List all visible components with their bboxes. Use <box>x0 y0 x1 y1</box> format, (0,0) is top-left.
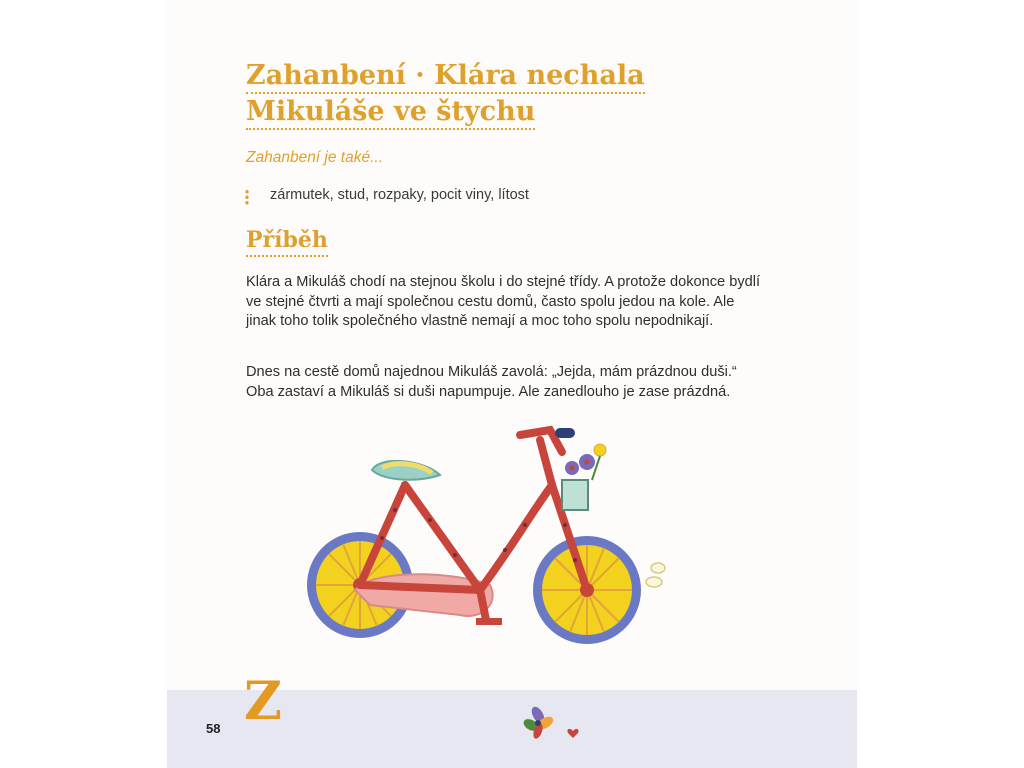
bicycle-illustration <box>300 420 680 650</box>
synonyms-list: zármutek, stud, rozpaky, pocit viny, lítost <box>270 187 529 203</box>
page-title <box>246 58 666 130</box>
story-paragraph-2: Dnes na cestě domů najednou Mikuláš zavolá: „Jejda, mám prázdnou duši.“ Oba zastaví a Mikuláš si duši napumpuje. Ale zanedlouho je zase prázdná. <box>246 364 737 400</box>
story-paragraph-1: Klára a Mikuláš chodí na stejnou školu i do stejné třídy. A protože dokonce bydlí ve stejné čtvrti a mají společnou cestu domů, často spolu jedou na kole. Ale jinak toho tolik společného vlastně nemají a moc toho spolu nepodnikají. <box>246 274 761 330</box>
flower-heart-decoration-icon <box>518 703 588 743</box>
page-number: 58 <box>206 721 221 736</box>
dotted-marker-icon <box>245 189 249 205</box>
flower-icon <box>522 705 556 740</box>
flower-basket <box>562 444 606 510</box>
heart-icon <box>567 729 578 738</box>
title-line-2: Mikuláše ve štychu <box>246 96 535 130</box>
chapter-letter: Z <box>244 671 282 732</box>
story-heading-label: Příběh <box>246 227 328 257</box>
title-line-1: Zahanbení · Klára nechala <box>246 60 645 94</box>
story-heading <box>246 227 328 253</box>
air-puff-icon <box>646 563 665 587</box>
synonyms-intro: Zahanbení je také... <box>246 149 384 166</box>
